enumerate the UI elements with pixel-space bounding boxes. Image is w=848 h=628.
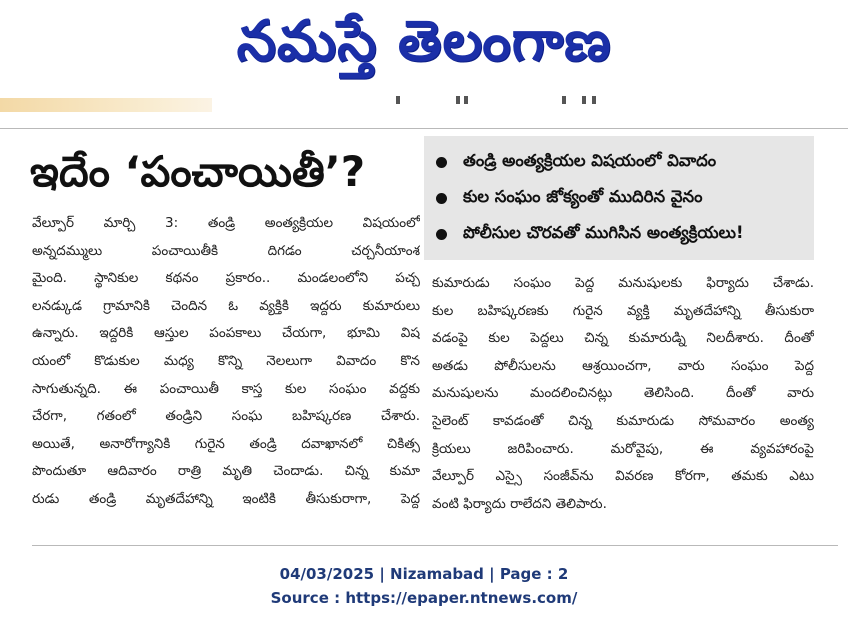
body-line: అయితే, అనారోగ్యానికి గురైన తండ్రి దవాఖానలో చికిత్స bbox=[32, 435, 420, 452]
bullet-icon bbox=[436, 193, 447, 204]
body-line: యంలో కొడుకుల మధ్య కొన్ని నెలలుగా వివాదం కొన bbox=[32, 352, 420, 369]
masthead-ribbon bbox=[0, 98, 212, 112]
body-line: అతడు పోలీసులను ఆశ్రయించగా, వారు సంఘం పెద్ద bbox=[432, 357, 814, 374]
highlight-item bbox=[436, 144, 804, 180]
newspaper-logo: నమస్తే తెలంగాణ bbox=[236, 9, 612, 74]
body-line: రుడు తండ్రి మృతదేహాన్ని ఇంటికి తీసుకురాగా, పెద్ద bbox=[32, 490, 420, 507]
body-line: ఉన్నారు. ఇద్దరికి ఆస్తుల పంపకాలు చేయగా, భూమి విష bbox=[32, 325, 420, 342]
highlights-box bbox=[424, 136, 814, 260]
bullet-icon bbox=[436, 157, 447, 168]
body-line: వేల్పూర్ ఎస్సై సంజీవ్‌ను వివరణ కోరగా, తమకు ఎటు bbox=[432, 468, 814, 485]
body-line: మైంది. స్థానికుల కథనం ప్రకారం.. మండలంలోని పచ్చ bbox=[32, 270, 420, 287]
highlight-item bbox=[436, 180, 804, 216]
body-line: క్రియలు జరిపించారు. మరోవైపు, ఈ వ్యవహారంపై bbox=[432, 440, 814, 457]
masthead bbox=[0, 0, 848, 104]
body-line: చేరగా, గతంలో తండ్రిని సంఘ బహిష్కరణ చేశారు. bbox=[32, 408, 420, 425]
body-line: వంటి ఫిర్యాదు రాలేదని తెలిపారు. bbox=[432, 495, 607, 512]
body-line: వేల్పూర్ మార్చి 3: తండ్రి అంత్యక్రియల విషయంలో bbox=[32, 215, 420, 231]
body-line: సైలెంట్ కావడంతో చిన్న కుమారుడు సోమవారం అంత్య bbox=[432, 412, 814, 429]
body-line: సాగుతున్నది. ఈ పంచాయితీ కాస్త కుల సంఘం వద్దకు bbox=[32, 380, 420, 397]
edition-info: 04/03/2025 | Nizamabad | Page : 2 bbox=[279, 565, 569, 583]
body-line: కుమారుడు సంఘం పెద్ద మనుషులకు ఫిర్యాదు చేశాడు. bbox=[432, 275, 814, 291]
highlight-text: కుల సంఘం జోక్యంతో ముదిరిన వైనం bbox=[463, 186, 703, 206]
body-line: కుల బహిష్కరణకు గురైన వ్యక్తి మృతదేహాన్ని తీసుకురా bbox=[432, 302, 814, 319]
article-headline: ఇదేం ‘పంచాయితీ’? bbox=[30, 147, 366, 196]
highlight-text: తండ్రి అంత్యక్రియల విషయంలో వివాదం bbox=[463, 150, 717, 170]
highlight-item bbox=[436, 216, 804, 252]
highlight-text: పోలీసుల చొరవతో ముగిసిన అంత్యక్రియలు! bbox=[463, 222, 744, 242]
source-link[interactable]: Source : https://epaper.ntnews.com/ bbox=[270, 589, 578, 607]
body-line: వడంపై కుల పెద్దలు చిన్న కుమారుడ్ని నిలదీశారు. దీంతో bbox=[432, 330, 814, 347]
body-line: మనుషులను మందలించినట్లు తెలిసింది. దీంతో వారు bbox=[432, 385, 814, 402]
article-body-left-column bbox=[32, 210, 420, 514]
masthead-ribbon-marks bbox=[386, 96, 606, 106]
article-body-right-column bbox=[432, 270, 814, 518]
body-line: లనడ్కుడ గ్రామానికి చెందిన ఓ వ్యక్తికి ఇద్దరు కుమారులు bbox=[32, 297, 420, 314]
source-footer bbox=[0, 562, 848, 610]
body-line: అన్నదమ్ములు పంచాయితీకి దిగడం చర్చనీయాంశ bbox=[32, 242, 420, 259]
body-line: పొందుతూ ఆదివారం రాత్రి మృతి చెందాడు. చిన్న కుమా bbox=[32, 463, 420, 480]
bullet-icon bbox=[436, 229, 447, 240]
top-divider bbox=[0, 128, 848, 129]
bottom-divider bbox=[32, 545, 838, 546]
